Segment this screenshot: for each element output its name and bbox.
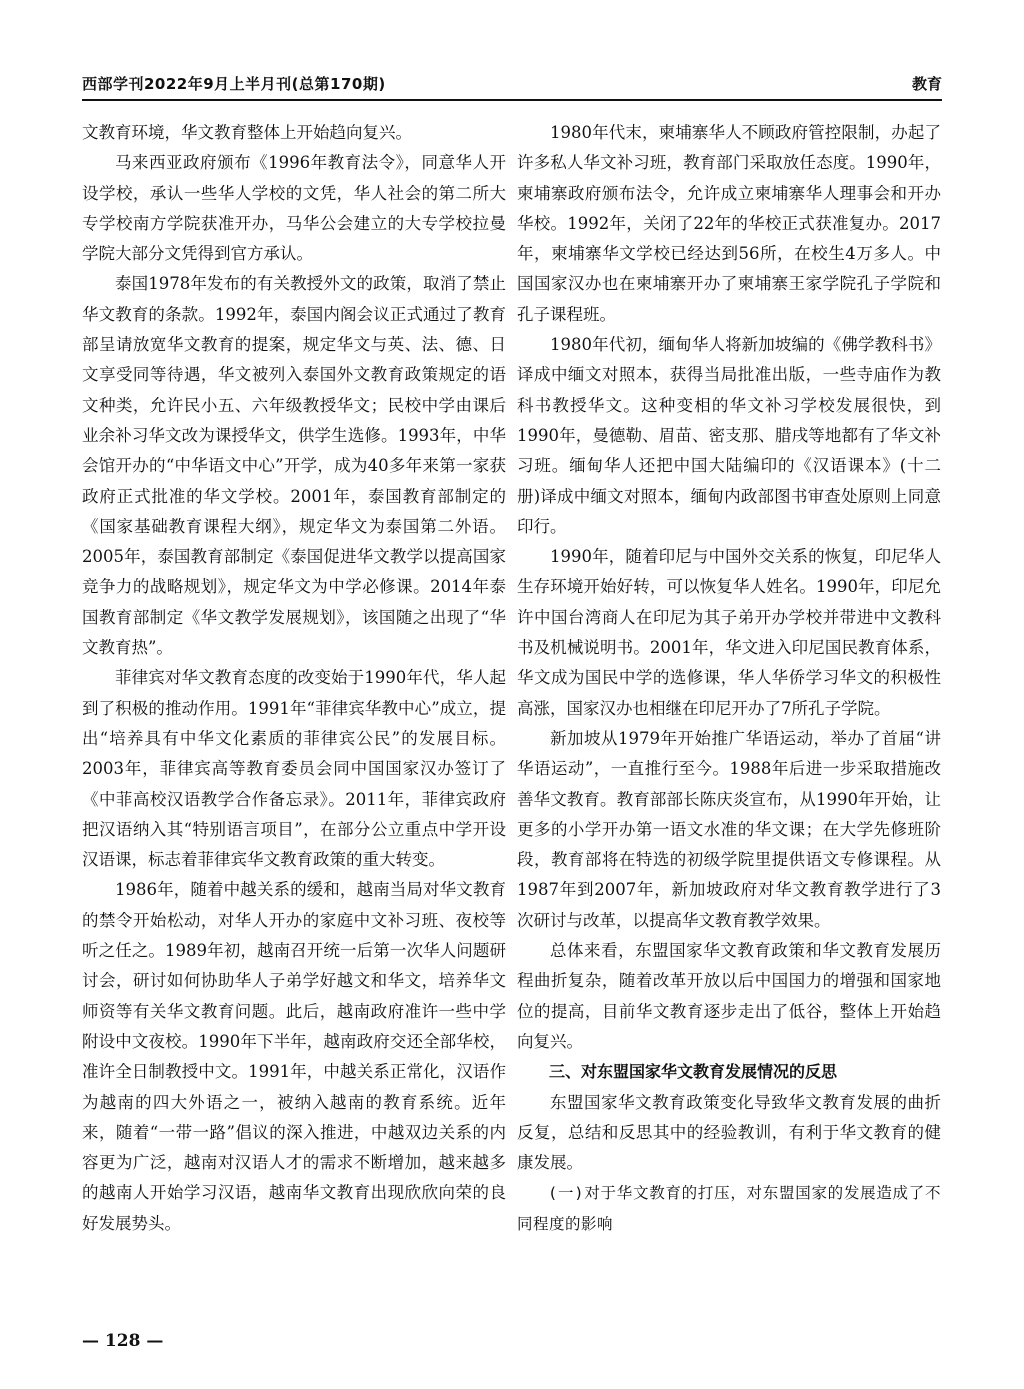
paragraph: 马来西亚政府颁布《1996年教育法令》，同意华人开设学校，承认一些华人学校的文凭，华人社会的第二所大专学校南方学院获准开办，马华公会建立的大专学校拉曼学院大部分文凭得到官方承认。 bbox=[82, 153, 506, 264]
paragraph: 1990年，随着印尼与中国外交关系的恢复，印尼华人生存环境开始好转，可以恢复华人姓名。1990年，印尼允许中国台湾商人在印尼为其子弟开办学校并带进中文教科书及机械说明书。2001年，华文进入印尼国民教育体系，华文成为国民中学的选修课，华人华侨学习华文的积极性高涨，国家汉办也相继在印尼开办了7所孔子学院。 bbox=[517, 547, 941, 718]
paragraph: 1986年，随着中越关系的缓和，越南当局对华文教育的禁令开始松动，对华人开办的家庭中文补习班、夜校等听之任之。1989年初，越南召开统一后第一次华人问题研讨会，研讨如何协助华人子弟学好越文和华文，培养华文师资等有关华文教育问题。此后，越南政府准许一些中学附设中文夜校。1990年下半年，越南政府交还全部华校，准许全日制教授中文。1991年，中越关系正常化，汉语作为越南的四大外语之一，被纳入越南的教育系统。近年来，随着“一带一路”倡议的深入推进，中越双边关系的内容更为广泛，越南对汉语人才的需求不断增加，越来越多的越南人开始学习汉语，越南华文教育出现欣欣向荣的良好发展势头。 bbox=[82, 880, 506, 1233]
paragraph: 1980年代初，缅甸华人将新加坡编的《佛学教科书》译成中缅文对照本，获得当局批准出版，一些寺庙作为教科书教授华文。这种变相的华文补习学校发展很快，到1990年，曼德勒、眉苗、密支那、腊戌等地都有了华文补习班。缅甸华人还把中国大陆编印的《汉语课本》(十二册)译成中缅文对照本，缅甸内政部图书审查处原则上同意印行。 bbox=[517, 335, 941, 536]
paragraph: 总体来看，东盟国家华文教育政策和华文教育发展历程曲折复杂，随着改革开放以后中国国力的增强和国家地位的提高，目前华文教育逐步走出了低谷，整体上开始趋向复兴。 bbox=[517, 941, 941, 1051]
right-column bbox=[517, 118, 941, 1239]
paragraph: 新加坡从1979年开始推广华语运动，举办了首届“讲华语运动”，一直推行至今。1988年后进一步采取措施改善华文教育。教育部部长陈庆炎宣布，从1990年开始，让更多的小学开办第一语文水准的华文课；在大学先修班阶段，教育部将在特选的初级学院里提供语文专修课程。从1987年到2007年，新加坡政府对华文教育教学进行了3次研讨与改革，以提高华文教育教学效果。 bbox=[517, 728, 941, 930]
paragraph: 泰国1978年发布的有关教授外文的政策，取消了禁止华文教育的条款。1992年，泰国内阁会议正式通过了教育部呈请放宽华文教育的提案，规定华文与英、法、德、日文享受同等待遇，华文被列入泰国外文教育政策规定的语文种类，允许民小五、六年级教授华文；民校中学由课后业余补习华文改为课授华文，供学生选修。1993年，中华会馆开办的“中华语文中心”开学，成为40多年来第一家获政府正式批准的华文学校。2001年，泰国教育部制定的《国家基础教育课程大纲》，规定华文为泰国第二外语。2005年，泰国教育部制定《泰国促进华文教学以提高国家竞争力的战略规划》，规定华文为中学必修课。2014年泰国教育部制定《华文教学发展规划》，该国随之出现了“华文教育热”。 bbox=[82, 274, 506, 658]
running-header bbox=[82, 73, 942, 101]
left-column bbox=[82, 118, 506, 1239]
paragraph: 东盟国家华文教育政策变化导致华文教育发展的曲折反复，总结和反思其中的经验教训，有利于华文教育的健康发展。 bbox=[517, 1092, 941, 1173]
paragraph: 文教育环境，华文教育整体上开始趋向复兴。 bbox=[82, 123, 412, 142]
page-number: — 128 — bbox=[82, 1331, 164, 1351]
paragraph: 菲律宾对华文教育态度的改变始于1990年代，华人起到了积极的推动作用。1991年“菲律宾华教中心”成立，提出“培养具有中华文化素质的菲律宾公民”的发展目标。2003年，菲律宾高等教育委员会同中国国家汉办签订了《中菲高校汉语教学合作备忘录》。2011年，菲律宾政府把汉语纳入其“特别语言项目”，在部分公立重点中学开设汉语课，标志着菲律宾华文教育政策的重大转变。 bbox=[82, 668, 506, 870]
section-heading: 三、对东盟国家华文教育发展情况的反思 bbox=[549, 1062, 838, 1082]
section-label: 教育 bbox=[911, 75, 942, 93]
paragraph: 1980年代末，柬埔寨华人不顾政府管控限制，办起了许多私人华文补习班，教育部门采取放任态度。1990年，柬埔寨政府颁布法令，允许成立柬埔寨华人理事会和开办华校。1992年，关闭了22年的华校正式获准复办。2017年，柬埔寨华文学校已经达到56所，在校生4万多人。中国国家汉办也在柬埔寨开办了柬埔寨王家学院孔子学院和孔子课程班。 bbox=[517, 123, 941, 324]
journal-title: 西部学刊2022年9月上半月刊(总第170期) bbox=[82, 75, 386, 93]
subsection-heading: (一)对于华文教育的打压，对东盟国家的发展造成了不同程度的影响 bbox=[517, 1184, 941, 1233]
